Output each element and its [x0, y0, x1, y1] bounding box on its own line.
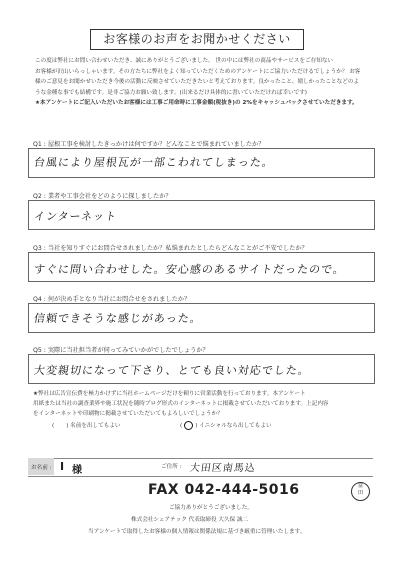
- consent-line-2: 用紙または当社の調査業界や施工状況を随時ブログ形式のインターネットに掲載させていただいております。上記内容: [33, 401, 329, 407]
- question-5-answer-box[interactable]: [28, 354, 375, 384]
- address-label: ご住所 :: [161, 464, 182, 470]
- option-name-label: 名前を出してもよい: [70, 423, 121, 429]
- form-title: お客様のお声をお聞かせください: [90, 29, 304, 50]
- intro-line-4: うな金種な事でも結構です。是非ご協力お願い致します。(出来るだけ具体的に書いていただければ幸いです): [35, 89, 307, 96]
- consent-text: [33, 389, 378, 419]
- question-3-label: Q3 : 当社を知りすぐにお問合せされましたか？私悩まれたとしたらどんなことがご不安でしたか？: [33, 245, 308, 252]
- name-label: お名前 :: [31, 465, 52, 471]
- fax-number: FAX 042-444-5016: [148, 482, 300, 498]
- option-name-close-paren: ): [66, 423, 69, 429]
- company-signature: 株式会社シェアテック 代表取締役 大久保 誠二: [131, 517, 249, 523]
- question-3-answer-box[interactable]: [28, 252, 375, 282]
- question-4-answer-box[interactable]: [28, 303, 375, 333]
- option-initial-close-paren: ): [195, 423, 198, 429]
- customer-name: I: [60, 460, 65, 473]
- consent-line-1: ★弊社は広告宣伝費を極力かけずに当社ホームページだけを頼りに営業活動を行っております。本アンケート: [33, 391, 306, 397]
- question-1-answer-box[interactable]: [28, 148, 375, 178]
- intro-text: [35, 56, 375, 109]
- question-1-label: Q1 : 屋根工事を検討したきっかけは何ですか？どんなことで悩まれていましたか？: [33, 141, 265, 148]
- option-initial-label: イニシャルなら出してもよい: [199, 423, 272, 429]
- question-2-answer: インターネット: [33, 210, 118, 223]
- company-seal-stamp: 富 田: [351, 482, 370, 501]
- name-honorific: 様: [72, 465, 82, 476]
- intro-line-2: お客様が沢山いらっしゃいます。その方たちに弊社をよく知っていただくためのアンケートにご協力いただけるでしょうか？ お客: [35, 68, 361, 75]
- option-initial-open-paren: (: [180, 423, 183, 429]
- question-4-label: Q4 : 何が決め手となり当社にお問合せをされましたか？: [33, 296, 191, 303]
- consent-option-name[interactable]: [52, 421, 121, 431]
- question-1-answer: 台風により屋根瓦が一部こわれてしまった。: [33, 156, 275, 169]
- privacy-note: 当アンケートで取得したお客様の個人情報は関係法規に基づき厳重に管理いたします。: [88, 529, 306, 535]
- thanks-text: ご協力ありがとうございました。: [169, 505, 253, 511]
- name-label-cell: [28, 458, 54, 475]
- consent-line-3: をインターネットや印刷物に掲載させていただいてもよろしいでしょうか？: [33, 411, 223, 417]
- intro-line-3: 様のご意見をお聞かせいただき今後の活動に反映させていただきたいと考えております。良かったこと、嬉しかったことなどのよ: [35, 79, 359, 86]
- question-2-answer-box[interactable]: [28, 200, 375, 230]
- option-name-open-paren: (: [52, 423, 55, 429]
- question-4-answer: 信頼できそうな感じがあった。: [33, 312, 203, 325]
- question-2-label: Q2 : 業者や工事会社をどのように探しましたか？: [33, 193, 172, 200]
- consent-option-initial[interactable]: [180, 421, 272, 431]
- option-initial-checked-circle: [184, 421, 193, 430]
- intro-line-1: この度は弊社にお問い合わせいただき、誠にありがとうございました。 世の中には弊社の商品やサービスをご存知ない: [35, 58, 334, 64]
- question-3-answer: すぐに問い合わせした。安心感のあるサイトだったので。: [33, 263, 346, 276]
- question-5-answer: 大変親切になって下さり、とても良い対応でした。: [33, 364, 311, 377]
- customer-address: 大田区南馬込: [188, 463, 257, 474]
- question-5-label: Q5 : 実際に当社担当者が伺ってみていかがでしたでしょうか？: [33, 347, 209, 354]
- intro-line-5: ★本アンケートにご記入いただいたお客様には工事ご用命時に工事金額(税抜き)の 2%をキャッシュバックさせていただきます。: [35, 100, 358, 107]
